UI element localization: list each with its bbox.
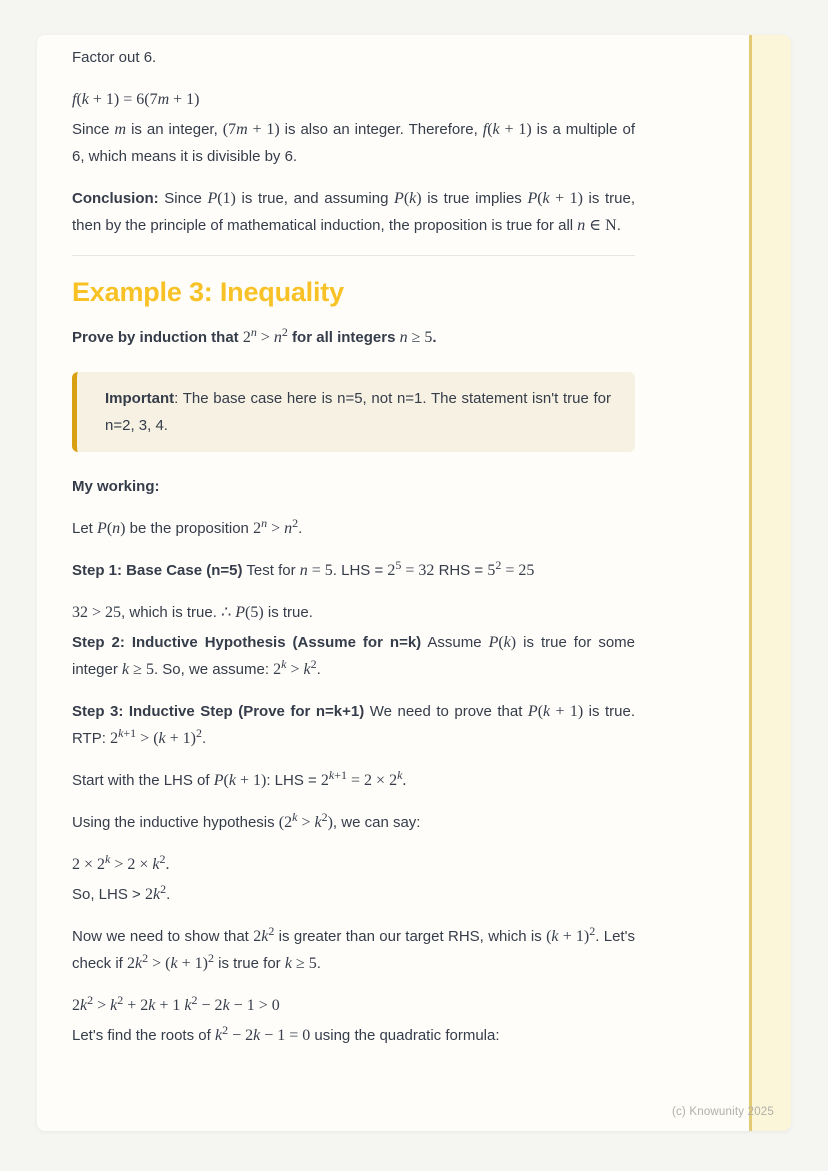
paragraph-step1-base-case: Step 1: Base Case (n=5) Test for n = 5. LHS = $2^5 = 32$ RHS = $5^2 = 25$ [72,558,535,579]
paragraph-step2-hypothesis: Step 2: Inductive Hypothesis (Assume for n=k) Assume P(k) is true for some integer k ≥ 5. So, we assume: $2^k > k^2$. [72,634,635,678]
math-line-fk1: f(k + 1) = 6(7m + 1) [72,91,200,108]
paragraph-32-gt-25: 32 > 25, which is true. ∴ P(5) is true. [72,604,313,621]
paragraph-factor-out: Factor out 6. [72,49,157,66]
paragraph-find-roots: Let's find the roots of $k^2 - 2k - 1 = 0$ using the quadratic formula: [72,1023,500,1044]
paragraph-my-working: My working: [72,478,160,495]
document-content [72,44,635,1049]
paragraph-let-pn: Let P(n) be the proposition $2^n > n^2$. [72,516,303,537]
paragraph-start-lhs: Start with the LHS of P(k + 1): LHS = $2^{k+1} = 2 \times 2^k$. [72,768,407,789]
paragraph-so-lhs: So, LHS > $2k^2$. [72,882,171,903]
page-edge-accent-band [749,35,791,1131]
important-callout [72,372,635,452]
important-callout-text: Important: The base case here is n=5, not n=1. The statement isn't true for n=2, 3, 4. [105,390,611,434]
math-line-expand: $2k^2 > k^2 + 2k + 1$ $k^2 - 2k - 1 > 0$ [72,993,280,1014]
paragraph-prove-statement: Prove by induction that $2^n > n^2$ for all integers n ≥ 5. [72,325,437,346]
example-3-heading: Example 3: Inequality [72,277,344,307]
math-line-2x2k: $2 \times 2^k > 2 \times k^2$. [72,852,170,873]
document-page [37,35,791,1131]
paragraph-since-m: Since m is an integer, (7m + 1) is also an integer. Therefore, f(k + 1) is a multiple of 6, which means it is divisible by 6. [72,121,635,165]
paragraph-conclusion: Conclusion: Since P(1) is true, and assuming P(k) is true implies P(k + 1) is true, then by the principle of mathematical induction, the proposition is true for all n ∈ N. [72,190,636,234]
section-divider [72,255,635,256]
paragraph-using-hypothesis: Using the inductive hypothesis $(2^k > k^2)$, we can say: [72,810,421,831]
copyright-footer: (c) Knowunity 2025 [671,1106,774,1118]
paragraph-step3-inductive-step: Step 3: Inductive Step (Prove for n=k+1) We need to prove that P(k + 1) is true. RTP: $2^{k+1} > (k + 1)^2$. [72,703,636,747]
paragraph-now-show: Now we need to show that $2k^2$ is greater than our target RHS, which is $(k + 1)^2$. Let's check if $2k^2 > (k + 1)^2$ is true for k ≥ 5. [72,924,635,972]
